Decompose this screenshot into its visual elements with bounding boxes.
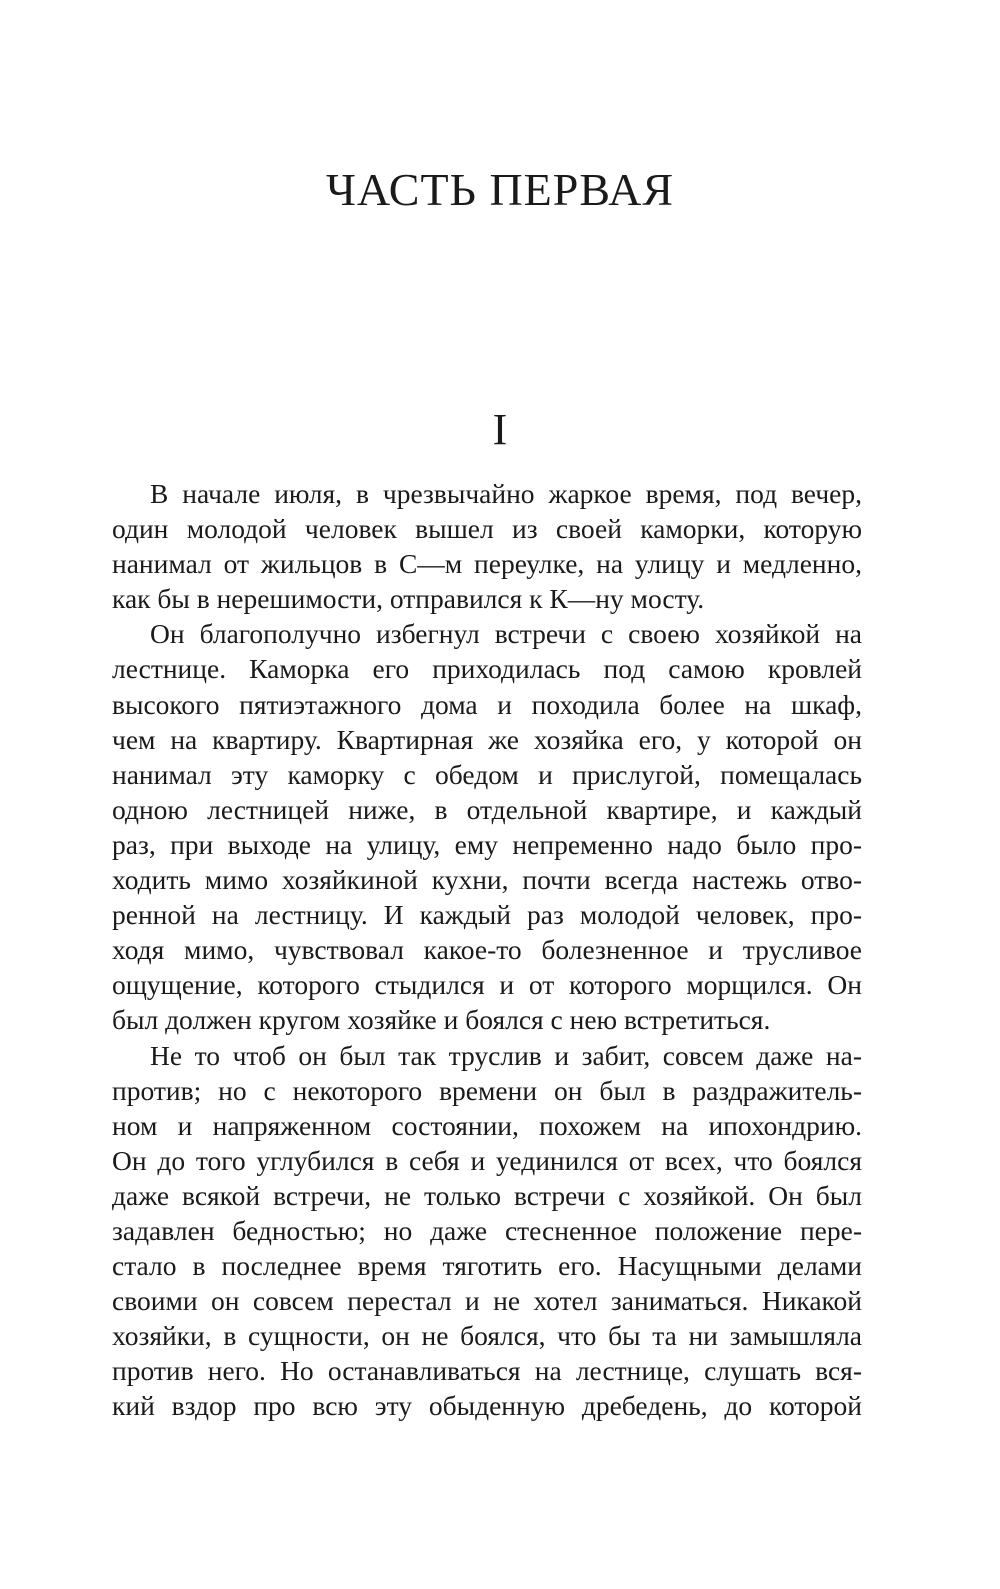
text-line: своими он совсем перестал и не хотел заниматься. Никакой — [112, 1285, 862, 1317]
text-line: ощущение, которого стыдился и от которого морщился. Он — [112, 969, 862, 1001]
text-line: был должен кругом хозяйке и боялся с нею встретиться. — [112, 1004, 771, 1036]
text-line: Он благополучно избегнул встречи с своею хозяйкой на — [150, 618, 862, 650]
chapter-number: I — [492, 405, 508, 454]
text-line: задавлен бедностью; но даже стесненное положение пере- — [112, 1214, 862, 1246]
text-line: хозяйки, в сущности, он не боялся, что бы та ни замышляла — [112, 1320, 862, 1352]
text-line: ходя мимо, чувствовал какое-то болезненное и трусливое — [112, 934, 862, 966]
text-line: как бы в нерешимости, отправился к К—ну мосту. — [112, 583, 705, 615]
text-line: высокого пятиэтажного дома и походила более на шкаф, — [112, 688, 862, 720]
text-line: кий вздор про всю эту обыденную дребедень, до которой — [112, 1390, 862, 1422]
text-line: В начале июля, в чрезвычайно жаркое время, под вечер, — [150, 478, 862, 509]
part-title: ЧАСТЬ ПЕРВАЯ — [325, 164, 675, 215]
text-line: лестнице. Каморка его приходилась под самою кровлей — [112, 653, 862, 685]
text-line: нанимал от жильцов в С—м переулке, на улицу и медленно, — [112, 548, 862, 580]
text-line: чем на квартиру. Квартирная же хозяйка его, у которой он — [112, 723, 862, 755]
text-line: нанимал эту каморку с обедом и прислугой, помещалась — [112, 758, 862, 790]
text-line: один молодой человек вышел из своей каморки, которую — [112, 513, 862, 545]
body-text — [112, 476, 862, 1424]
text-line: ренной на лестницу. И каждый раз молодой человек, про- — [112, 899, 862, 931]
text-line: Он до того углубился в себя и уединился от всех, что боялся — [112, 1144, 862, 1176]
text-line: даже всякой встречи, не только встречи с хозяйкой. Он был — [112, 1179, 862, 1211]
text-line: стало в последнее время тяготить его. Насущными делами — [112, 1250, 862, 1282]
text-line: против; но с некоторого времени он был в раздражитель- — [112, 1074, 862, 1106]
text-line: раз, при выходе на улицу, ему непременно надо было про- — [112, 828, 862, 860]
text-line: ном и напряженном состоянии, похожем на ипохондрию. — [112, 1109, 862, 1141]
text-line: против него. Но останавливаться на лестнице, слушать вся- — [112, 1355, 862, 1387]
text-line: одною лестницей ниже, в отдельной квартире, и каждый — [112, 793, 862, 825]
text-line: Не то чтоб он был так труслив и забит, совсем даже на- — [150, 1039, 862, 1071]
text-line: ходить мимо хозяйкиной кухни, почти всегда настежь отво- — [112, 864, 862, 896]
